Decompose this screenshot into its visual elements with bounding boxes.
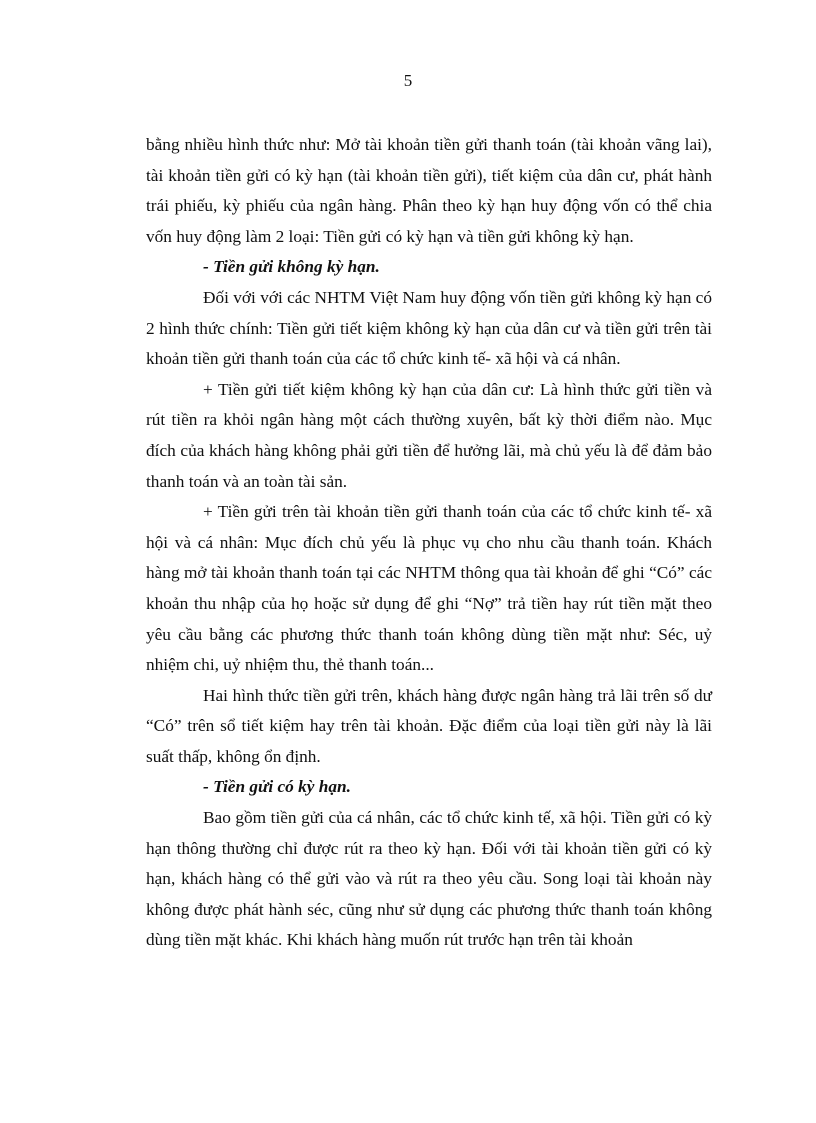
- page-number: 5: [403, 71, 413, 90]
- paragraph-demand-deposit-forms: Đối với với các NHTM Việt Nam huy động vốn tiền gửi không kỳ hạn có 2 hình thức chính: Tiền gửi tiết kiệm không kỳ hạn của dân cư và tiền gửi trên tài khoản tiền gửi thanh toán của các tổ chức kinh tế- xã hội và cá nhân.: [146, 287, 712, 369]
- section-heading-demand-deposits: - Tiền gửi không kỳ hạn.: [203, 257, 380, 277]
- section-heading-term-deposits: - Tiền gửi có kỳ hạn.: [203, 777, 351, 797]
- paragraph-household-savings: + Tiền gửi tiết kiệm không kỳ hạn của dân cư: Là hình thức gửi tiền và rút tiền ra khỏi ngân hàng một cách thường xuyên, bất kỳ thời điểm nào. Mục đích của khách hàng không phải gửi tiền để hưởng lãi, mà chủ yếu là để đảm bảo thanh toán và an toàn tài sản.: [146, 379, 712, 491]
- paragraph-continuation: bằng nhiều hình thức như: Mở tài khoản tiền gửi thanh toán (tài khoản vãng lai), tài khoản tiền gửi có kỳ hạn (tài khoản tiền gửi), tiết kiệm của dân cư, phát hành trái phiếu, kỳ phiếu của ngân hàng. Phân theo kỳ hạn huy động vốn có thể chia vốn huy động làm 2 loại: Tiền gửi có kỳ hạn và tiền gửi không kỳ hạn.: [146, 135, 712, 246]
- paragraph-interest-characteristics: Hai hình thức tiền gửi trên, khách hàng được ngân hàng trả lãi trên số dư “Có” trên sổ tiết kiệm hay trên tài khoản. Đặc điểm của loại tiền gửi này là lãi suất thấp, không ổn định.: [146, 685, 712, 766]
- document-body: [146, 130, 712, 956]
- paragraph-term-deposit-description: Bao gồm tiền gửi của cá nhân, các tổ chức kinh tế, xã hội. Tiền gửi có kỳ hạn thông thường chỉ được rút ra theo kỳ hạn. Đối với tài khoản tiền gửi có kỳ hạn, khách hàng có thể gửi vào và rút ra theo yêu cầu. Song loại tài khoản này không được phát hành séc, cũng như sử dụng các phương thức thanh toán không dùng tiền mặt khác. Khi khách hàng muốn rút trước hạn trên tài khoản: [146, 808, 712, 950]
- paragraph-payment-accounts: + Tiền gửi trên tài khoản tiền gửi thanh toán của các tổ chức kinh tế- xã hội và cá nhân: Mục đích chủ yếu là phục vụ cho nhu cầu thanh toán. Khách hàng mở tài khoản thanh toán tại các NHTM thông qua tài khoản để ghi “Có” các khoản thu nhập của họ hoặc sử dụng để ghi “Nợ” trả tiền hay rút tiền mặt theo yêu cầu bằng các phương thức thanh toán không dùng tiền mặt như: Séc, uỷ nhiệm chi, uỷ nhiệm thu, thẻ thanh toán...: [146, 502, 712, 675]
